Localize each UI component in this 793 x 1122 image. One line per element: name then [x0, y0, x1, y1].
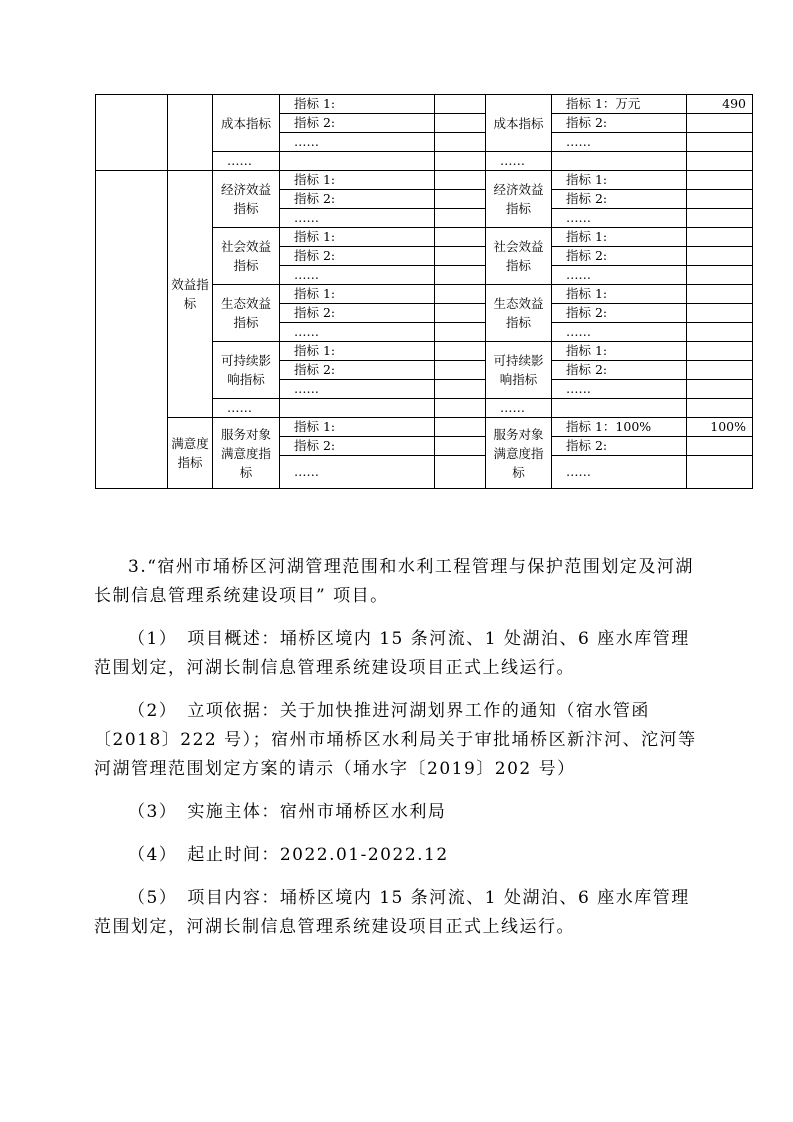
item-number: （3） [128, 802, 178, 822]
indicator-more-right: …… [552, 209, 687, 228]
ellipsis-row-label-right: …… [486, 399, 552, 418]
item-number: （2） [128, 701, 178, 721]
value-cell [687, 380, 753, 399]
value-cell [687, 228, 753, 247]
item-text: 立项依据：关于加快推进河湖划界工作的通知（宿水管函〔2018〕222 号）；宿州市埇桥区水利局关于审批埇桥区新汴河、沱河等河湖管理范围划定方案的请示（埇水字〔2019〕202 号） [94, 701, 697, 779]
indicator-1-right: 指标 1：万元 [552, 95, 687, 114]
value-cell [687, 209, 753, 228]
benefit-indicator-group: 效益指标 [168, 171, 213, 418]
table-row [96, 418, 753, 437]
value-cell [435, 304, 486, 323]
indicator-2: 指标 2: [280, 437, 435, 456]
ellipsis-row-label: …… [213, 152, 280, 171]
value-cell [687, 304, 753, 323]
indicator-1: 指标 1: [280, 228, 435, 247]
indicator-1-right: 指标 1: [552, 342, 687, 361]
indicator-1-value: 490 [687, 95, 753, 114]
value-cell [687, 247, 753, 266]
value-cell [435, 114, 486, 133]
table-cell-empty [168, 95, 213, 171]
indicator-more: …… [280, 209, 435, 228]
indicator-more: …… [280, 456, 435, 489]
value-cell [435, 228, 486, 247]
value-cell [435, 133, 486, 152]
indicator-more-right: …… [552, 380, 687, 399]
value-cell [435, 323, 486, 342]
indicator-more: …… [280, 266, 435, 285]
value-cell [435, 190, 486, 209]
item-number: （5） [128, 888, 178, 908]
value-cell [435, 95, 486, 114]
social-benefit-label-right: 社会效益指标 [486, 228, 552, 285]
project-description [94, 553, 698, 956]
indicator-1: 指标 1: [280, 285, 435, 304]
project-basis-paragraph [94, 697, 698, 784]
item-number: （1） [128, 629, 178, 649]
value-cell [435, 247, 486, 266]
sustainable-impact-label-right: 可持续影响指标 [486, 342, 552, 399]
indicator-1-right: 指标 1：100% [552, 418, 687, 437]
service-satisfaction-label-right: 服务对象满意度指标 [486, 418, 552, 489]
value-cell [435, 266, 486, 285]
value-cell [435, 209, 486, 228]
indicator-1-value: 100% [687, 418, 753, 437]
value-cell [435, 171, 486, 190]
value-cell [552, 152, 687, 171]
table-row [96, 171, 753, 190]
value-cell [687, 361, 753, 380]
value-cell [687, 152, 753, 171]
value-cell [435, 342, 486, 361]
value-cell [435, 152, 486, 171]
table-cell-empty [96, 95, 168, 171]
indicator-2: 指标 2: [280, 114, 435, 133]
ecological-benefit-label: 生态效益指标 [213, 285, 280, 342]
project-content-paragraph [94, 884, 698, 942]
item-number: （4） [128, 845, 178, 865]
economic-benefit-label-right: 经济效益指标 [486, 171, 552, 228]
value-cell [687, 399, 753, 418]
sustainable-impact-label: 可持续影响指标 [213, 342, 280, 399]
indicator-2-right: 指标 2: [552, 114, 687, 133]
indicator-2-right: 指标 2: [552, 304, 687, 323]
indicator-more-right: …… [552, 133, 687, 152]
value-cell [280, 152, 435, 171]
ellipsis-row-label-right: …… [486, 152, 552, 171]
value-cell [687, 133, 753, 152]
item-text: 项目内容：埇桥区境内 15 条河流、1 处湖泊、6 座水库管理范围划定，河湖长制信息管理系统建设项目正式上线运行。 [94, 888, 690, 937]
project-title-paragraph: 3.“宿州市埇桥区河湖管理范围和水利工程管理与保护范围划定及河湖长制信息管理系统建设项目” 项目。 [94, 557, 694, 606]
item-text: 项目概述：埇桥区境内 15 条河流、1 处湖泊、6 座水库管理范围划定，河湖长制信息管理系统建设项目正式上线运行。 [94, 629, 690, 678]
value-cell [435, 361, 486, 380]
value-cell [687, 171, 753, 190]
indicator-2: 指标 2: [280, 190, 435, 209]
value-cell [687, 285, 753, 304]
indicator-more-right: …… [552, 266, 687, 285]
value-cell [687, 114, 753, 133]
performance-indicator-table [95, 94, 753, 489]
table-cell-empty [96, 171, 168, 489]
service-satisfaction-label: 服务对象满意度指标 [213, 418, 280, 489]
value-cell [687, 342, 753, 361]
value-cell [687, 456, 753, 489]
indicator-more: …… [280, 323, 435, 342]
indicator-1-right: 指标 1: [552, 228, 687, 247]
value-cell [435, 399, 486, 418]
indicator-more: …… [280, 380, 435, 399]
indicator-2-right: 指标 2: [552, 361, 687, 380]
item-text: 实施主体：宿州市埇桥区水利局 [187, 802, 447, 822]
satisfaction-indicator-group: 满意度指标 [168, 418, 213, 489]
value-cell [435, 380, 486, 399]
indicator-2-right: 指标 2: [552, 247, 687, 266]
indicator-2: 指标 2: [280, 304, 435, 323]
value-cell [435, 285, 486, 304]
value-cell [552, 399, 687, 418]
indicator-1: 指标 1: [280, 418, 435, 437]
indicator-1: 指标 1: [280, 171, 435, 190]
indicator-1-right: 指标 1: [552, 285, 687, 304]
social-benefit-label: 社会效益指标 [213, 228, 280, 285]
project-period-paragraph [94, 841, 698, 870]
value-cell [687, 437, 753, 456]
value-cell [280, 399, 435, 418]
item-text: 起止时间：2022.01-2022.12 [187, 845, 449, 865]
cost-indicator-label-right: 成本指标 [486, 95, 552, 152]
indicator-2: 指标 2: [280, 247, 435, 266]
indicator-1-right: 指标 1: [552, 171, 687, 190]
indicator-1: 指标 1: [280, 95, 435, 114]
table-row [96, 95, 753, 114]
value-cell [435, 437, 486, 456]
project-overview-paragraph [94, 625, 698, 683]
ellipsis-row-label: …… [213, 399, 280, 418]
implementing-body-paragraph [94, 798, 698, 827]
indicator-more: …… [280, 133, 435, 152]
indicator-more-right: …… [552, 456, 687, 489]
value-cell [435, 418, 486, 437]
value-cell [687, 266, 753, 285]
indicator-2-right: 指标 2: [552, 190, 687, 209]
ecological-benefit-label-right: 生态效益指标 [486, 285, 552, 342]
indicator-2-right: 指标 2: [552, 437, 687, 456]
cost-indicator-label: 成本指标 [213, 95, 280, 152]
economic-benefit-label: 经济效益指标 [213, 171, 280, 228]
value-cell [687, 323, 753, 342]
indicator-more-right: …… [552, 323, 687, 342]
indicator-1: 指标 1: [280, 342, 435, 361]
value-cell [687, 190, 753, 209]
value-cell [435, 456, 486, 489]
indicator-2: 指标 2: [280, 361, 435, 380]
